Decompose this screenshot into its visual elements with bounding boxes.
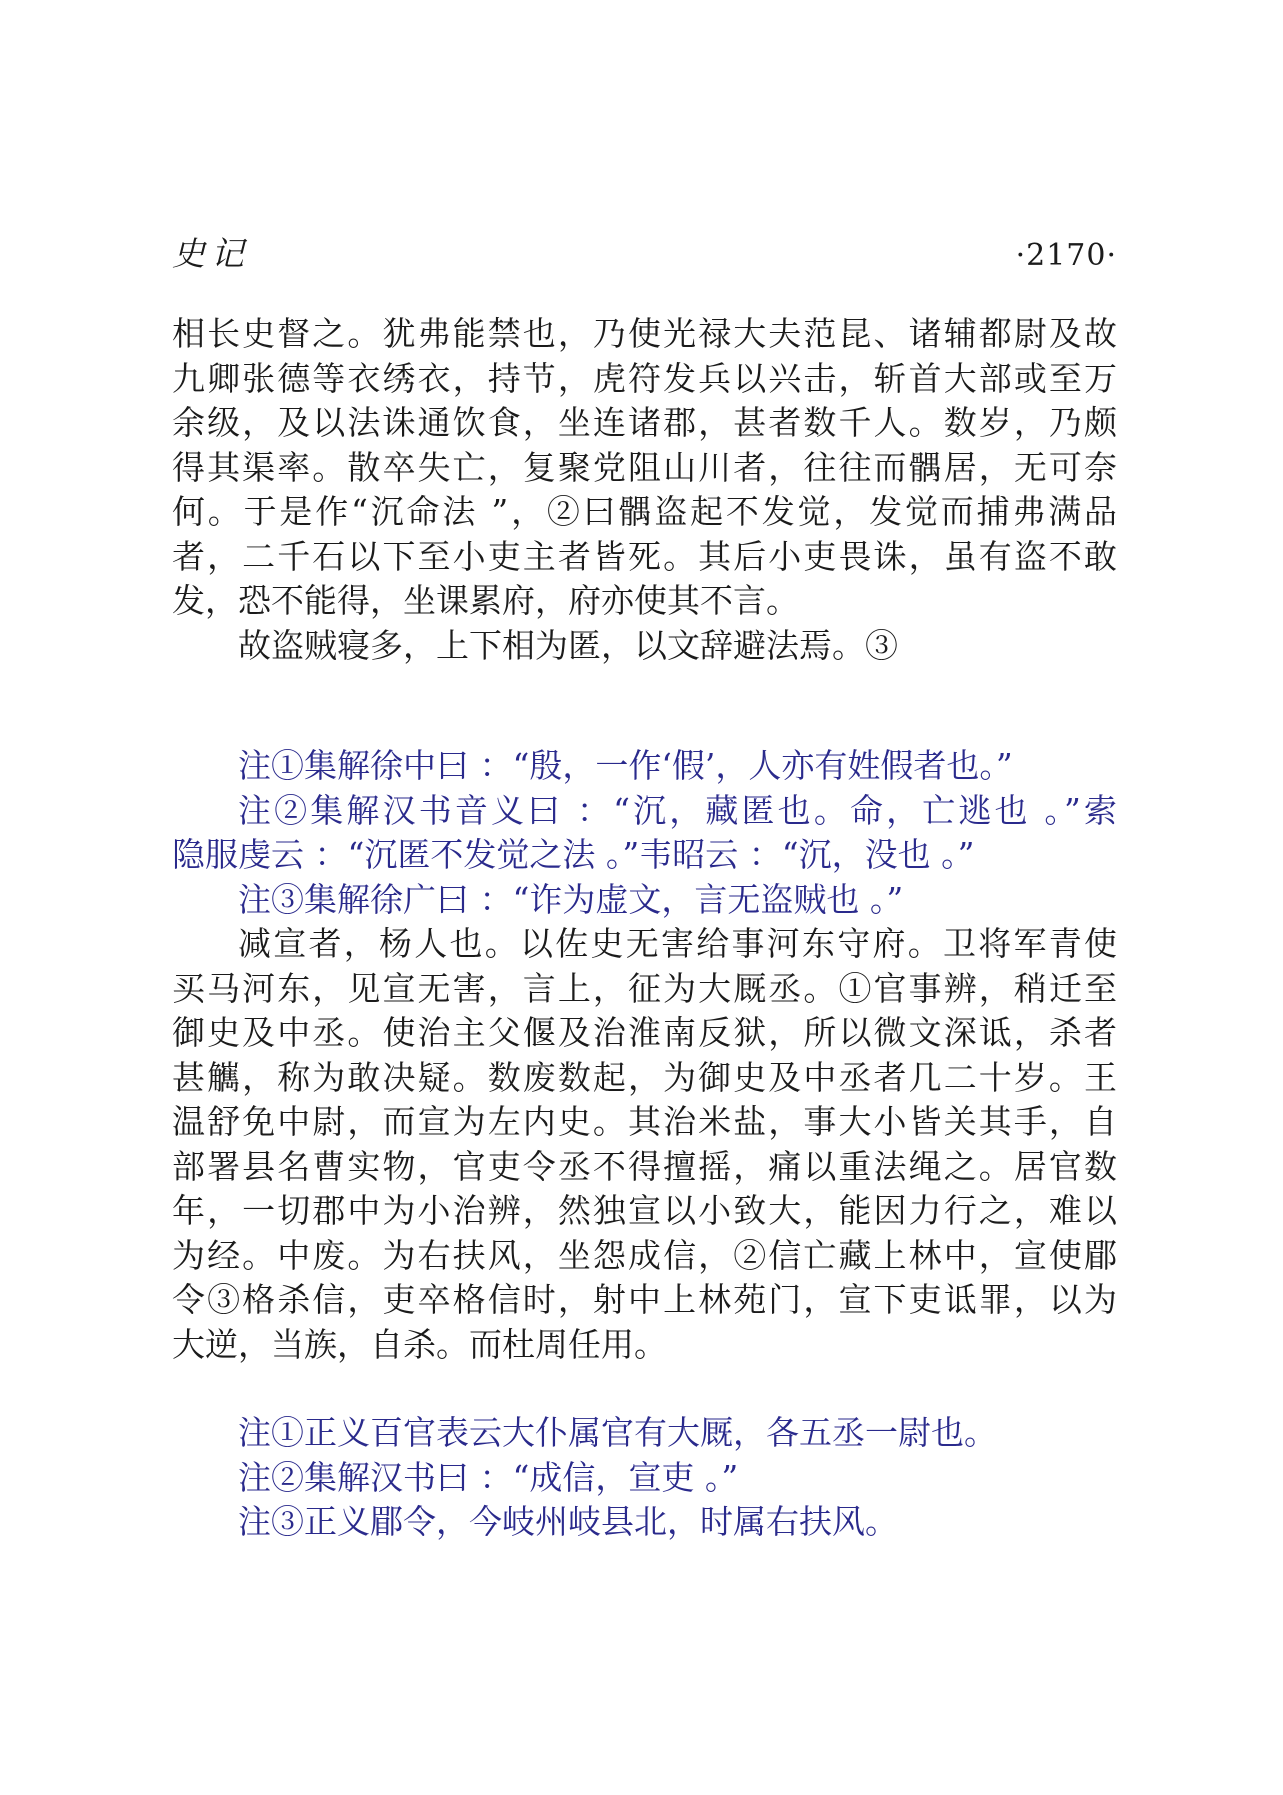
book-title: 史记 [172, 234, 250, 273]
annotation-line: 注②集解汉书曰 ：“成信，宣吏 。” [238, 1457, 739, 1497]
paragraph-1 [172, 312, 1117, 668]
text-line: 得其渠率。散卒失亡，复聚党阻山川者，往往而髃居，无可奈 [172, 447, 1117, 487]
text-line: 部署县名曹实物，官吏令丞不得擅摇，痛以重法绳之。居官数 [172, 1146, 1117, 1186]
text-line: 御史及中丞。使治主父偃及治淮南反狱，所以微文深诋，杀者 [172, 1013, 1117, 1052]
text-line: 发，恐不能得，坐课累府，府亦使其不言。 [172, 581, 799, 620]
text-line: 故盗贼寝多，上下相为匿，以文辞避法焉。③ [238, 625, 898, 665]
text-line: 者，二千石以下至小吏主者皆死。其后小吏畏诛，虽有盗不敢 [172, 536, 1117, 576]
annotation-line: 注③集解徐广曰 ：“诈为虚文，言无盗贼也 。” [238, 879, 904, 919]
text-line: 买马河东，见宣无害，言上，征为大厩丞。①官事辨，稍迁至 [172, 968, 1117, 1008]
text-line: 年，一切郡中为小治辨，然独宣以小致大，能因力行之，难以 [172, 1191, 1117, 1230]
page-header [172, 228, 1117, 275]
annotation-block-2 [172, 1411, 1117, 1545]
text-line: 温舒免中尉，而宣为左内史。其治米盐，事大小皆关其手，自 [172, 1102, 1117, 1141]
text-line: 大逆，当族，自杀。而杜周任用。 [172, 1324, 667, 1364]
main-text [172, 312, 1117, 1545]
annotation-line: 注①正义百官表云大仆属官有大厩，各五丞一尉也。 [238, 1413, 997, 1452]
paragraph-2 [172, 922, 1117, 1367]
text-line: 何。于是作“沉命法 ”，②曰髃盗起不发觉，发觉而捕弗满品 [172, 492, 1117, 531]
text-line: 减宣者，杨人也。以佐史无害给事河东守府。卫将军青使 [238, 924, 1117, 963]
text-line: 令③格杀信，吏卒格信时，射中上林苑门，宣下吏诋罪，以为 [172, 1280, 1117, 1319]
text-line: 九卿张德等衣绣衣，持节，虎符发兵以兴击，斩首大部或至万 [172, 358, 1117, 398]
text-line: 相长史督之。犹弗能禁也，乃使光禄大夫范昆、诸辅都尉及故 [172, 314, 1117, 353]
page-number: ·2170· [1015, 238, 1117, 273]
annotation-block-1 [172, 744, 1117, 922]
annotation-line: 隐服虔云 ：“沉匿不发觉之法 。”韦昭云 ：“沉，没也 。” [172, 835, 975, 874]
text-line: 甚觽，称为敢决疑。数废数起，为御史及中丞者几二十岁。王 [172, 1057, 1117, 1097]
text-line: 余级，及以法诛通饮食，坐连诸郡，甚者数千人。数岁，乃颇 [172, 403, 1117, 442]
annotation-line: 注②集解汉书音义曰 ：“沉，藏匿也。命，亡逃也 。”索 [238, 790, 1117, 830]
annotation-line: 注③正义郿令，今岐州岐县北，时属右扶风。 [238, 1502, 898, 1541]
annotation-line: 注①集解徐中曰 ：“殷，一作‘假’，人亦有姓假者也。” [238, 746, 1013, 785]
text-line: 为经。中废。为右扶风，坐怨成信，②信亡藏上林中，宣使郿 [172, 1235, 1117, 1275]
